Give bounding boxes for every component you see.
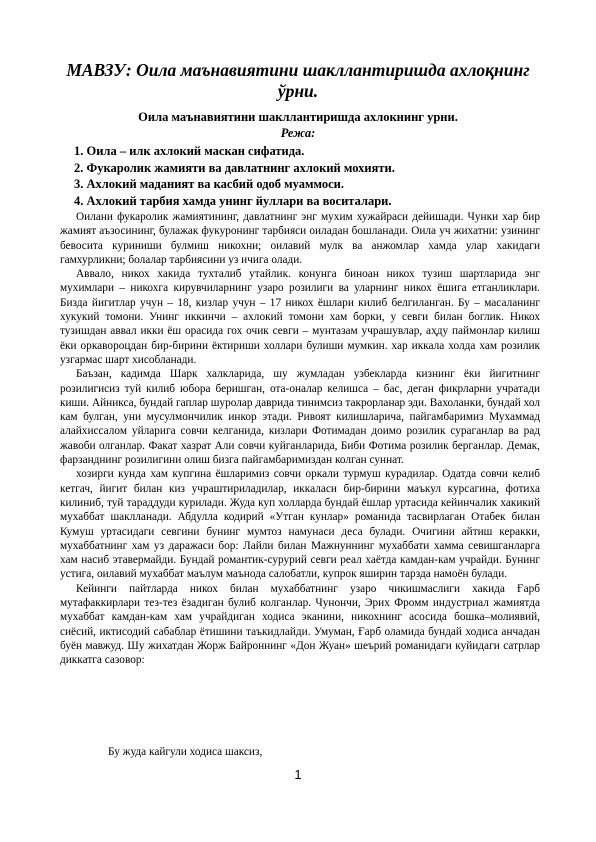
plan-item: 1. Оила – илк ахлокий маскан сифатида. bbox=[74, 144, 305, 158]
plan-item: 3. Ахлокий маданият ва касбий одоб муаммоси. bbox=[74, 177, 345, 191]
document-title: МАВЗУ: Оила маънавиятини шакллантиришда ахлоқнинг ўрни. bbox=[66, 60, 530, 101]
page-number: 1 bbox=[294, 767, 302, 782]
poem-line: Бу жуда кайгули ходиса шаксиз, bbox=[108, 746, 263, 758]
paragraph: Баъзан, кадимда Шарк халкларида, шу жумладан узбекларда кизнинг ёки йигитнинг розилигисиз туй килиб юбора беришган, ота-оналар келишса – бас, деган фикрларни учратади киши. Айникса, бундай гаплар шуролар даврида тинимсиз такрорланар эди. Вахоланки, бундай хол кам булган, уни мусулмончилик инкор этади. Ривоят килишларича, пайгамбаримиз Мухаммад алайхиссалом уйларига совчи келганида, кизлари Фотимадан доимо розилик сураганлар ва рад жавоби олганлар. Факат хазрат Али совчи куйганларида, Биби Фотима розилик берганлар. Демак, фарзанднинг розилигини олиш бизга пайгамбаримиздан колган суннат. bbox=[60, 368, 540, 467]
body-text bbox=[60, 210, 540, 668]
plan-item: 4. Ахлокий тарбия хамда унинг йуллари ва воситалари. bbox=[74, 193, 392, 208]
plan-heading: Режа: bbox=[280, 126, 316, 140]
paragraph: Аввало, никох хакида тухталиб утайлик. конунга биноан никох тузиш шартларида энг мухимлари – никохга кирувчиларнинг узаро розилиги ва уларнинг никох ёшига етганликлари. Бизда йигитлар учун – 18, кизлар учун – 17 никох ёшлари килиб белгиланган. Бу – масаланинг хукукий томони. Унинг иккинчи – ахлокий томони хам борки, у севги билан боглик. Никох тузишдан аввал икки ёш орасида гох очик севги – мунтазам учрашувлар, аҳду паймонлар килиш ёки оркавороцдан бир-бирини ёктириши холлари булиши мумкин. хар иккала холда хам розилик узгармас шарт хисобланади. bbox=[60, 268, 540, 366]
paragraph: Оилани фукаролик жамиятининг, давлатнинг энг мухим хужайраси дейишади. Чунки хар бир жамият аъзосининг, булажак фукуронинг тарбияси оиладан бошланади. Оила уч жихатни: узининг бевосита куриниши булмиш никохни; оилавий мулк ва анжомлар хамда улар хакидаги гамхурликни; болалар тарбиясини уз ичига олади. bbox=[60, 211, 540, 266]
document-subtitle: Оила маънавиятини шакллантиришда ахлокнинг урни. bbox=[138, 110, 458, 124]
paragraph: хозирги кунда хам купгина ёшларимиз совчи оркали турмуш курадилар. Одатда совчи келиб кетгач, йигит билан киз учраштириладилар, иккаласи бир-бирини маъкул курсагина, фотиха килиниб, туй тараддуди курилади. Жуда куп холларда бундай ёшлар уртасида кейинчалик хакикий мухаббат шаклланади. Абдулла кодирий «Утган кунлар» романида тасвирлаган Отабек билан Кумуш уртасидаги севгини бунинг мумтоз намунаси деса булади. Очигини айтиш керакки, мухаббатнинг хам уз даражаси бор: Лайли билан Мажнуннинг мухаббати хамма севишганларга хам насиб этавермайди. Бундай романтик-сурурий севги реал хаётда камдан-кам учрайди. Бунинг устига, оилавий мухаббат маълум маънода салобатли, купрок яширин тарзда намоён булади. bbox=[60, 468, 540, 581]
paragraph: Кейинги пайтларда никох билан мухаббатнинг узаро чикишмаслиги хакида Ғарб мутафаккирлари тез-тез ёзадиган булиб колганлар. Чунончи, Эрих Фромм индустриал жамиятда мухаббат камдан-кам хам учрайдиган ходиса эканини, никохнинг асосида бошка–молиявий, сиёсий, иктисодий сабаблар ётишини таъкидлайди. Умуман, Ғарб оламида бундай ходиса анчадан буён мавжуд. Шу жихатдан Жорж Байроннинг «Дон Жуан» шеърий романидаги куйидаги сатрлар диккатга сазовор: bbox=[60, 582, 540, 667]
plan-item: 2. Фукаролик жамияти ва давлатнинг ахлокий мохияти. bbox=[74, 160, 395, 175]
plan-list bbox=[74, 143, 395, 209]
